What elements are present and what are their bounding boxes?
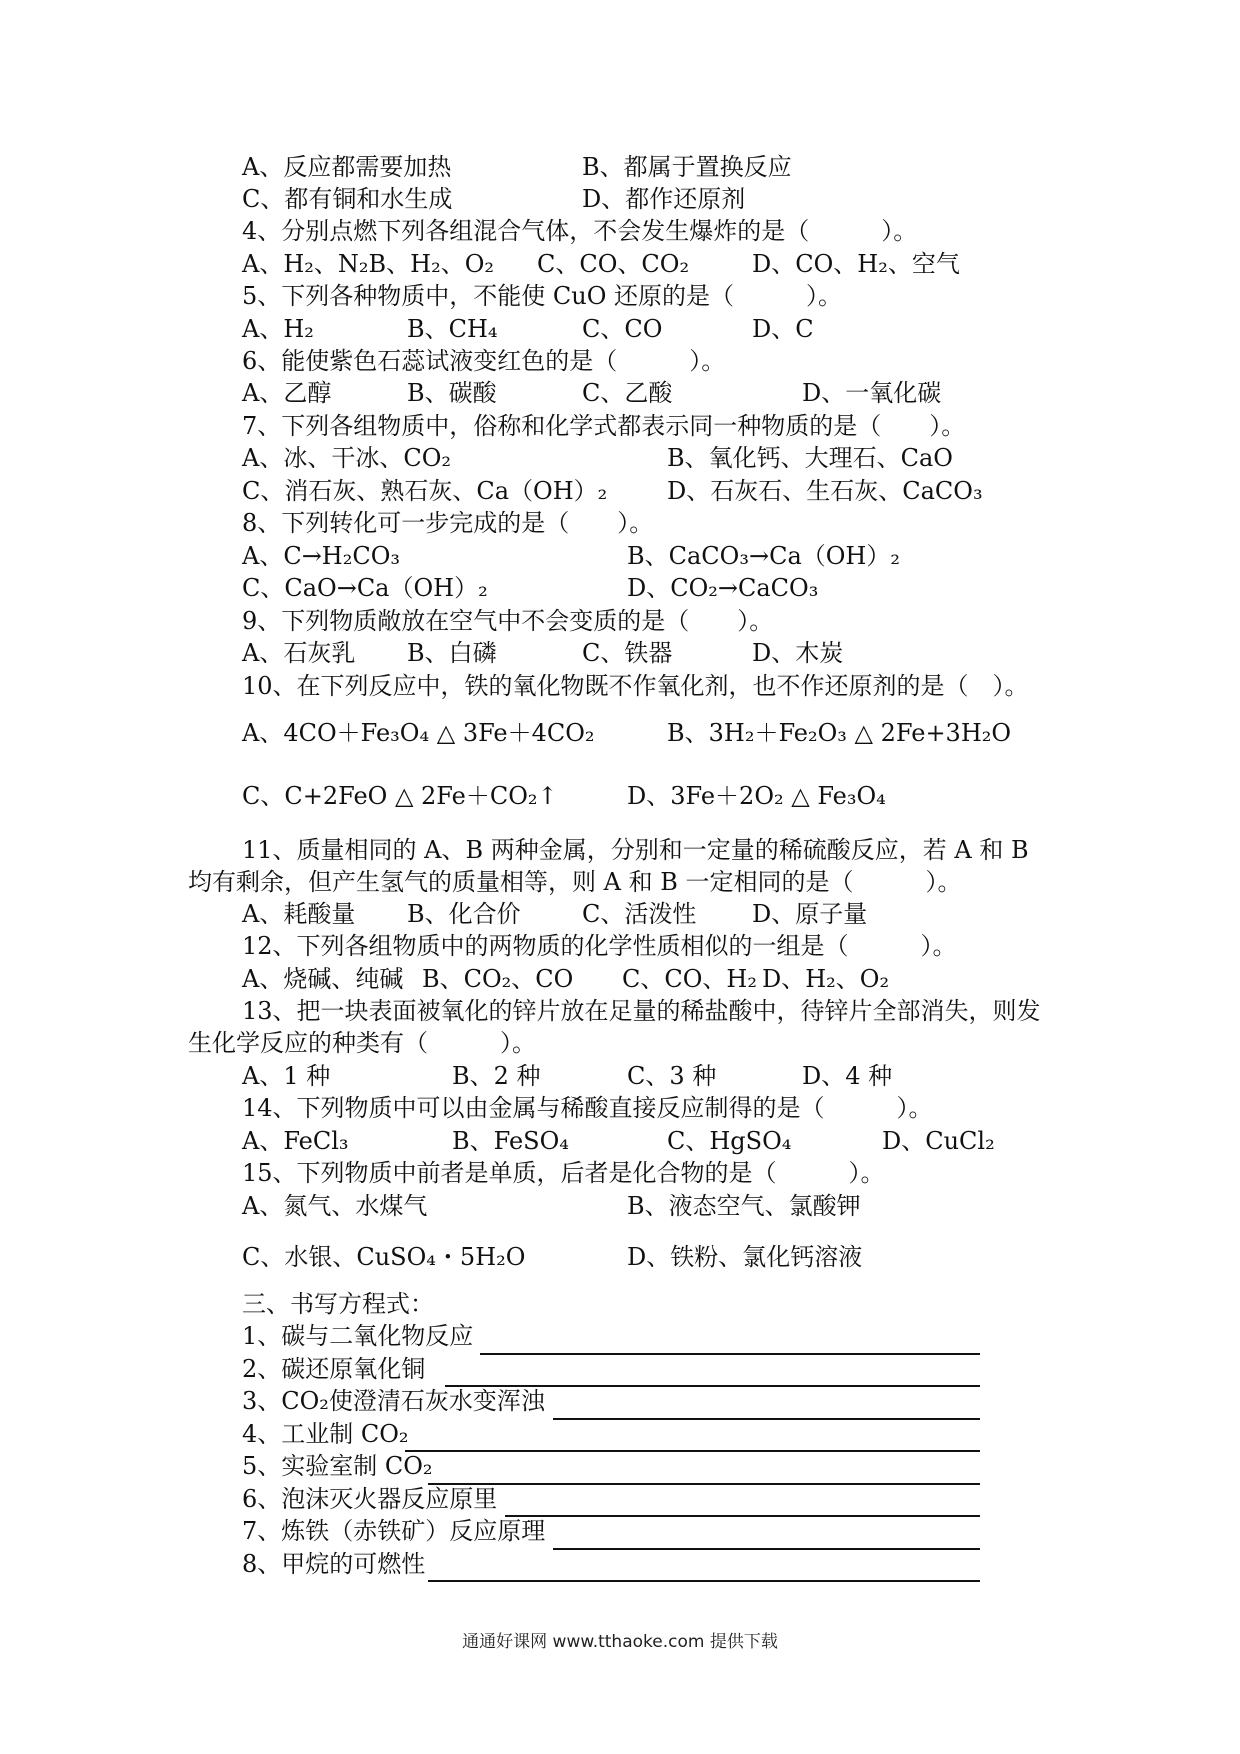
option-c: C、CaO→Ca（OH）₂: [242, 574, 488, 602]
question-15-text: 15、下列物质中前者是单质，后者是化合物的是（ ）。: [242, 1159, 885, 1187]
answer-blank-4[interactable]: [405, 1450, 980, 1452]
option-d: D、都作还原剂: [582, 185, 746, 213]
option-b: B、都属于置换反应: [582, 153, 792, 181]
answer-blank-8[interactable]: [428, 1580, 980, 1582]
equation-item-3: 3、CO₂使澄清石灰水变浑浊: [242, 1387, 545, 1415]
option-a: A、冰、干冰、CO₂: [242, 444, 451, 472]
question-11-text-line-1: 11、质量相同的 A、B 两种金属，分别和一定量的稀硫酸反应，若 A 和 B: [242, 836, 1029, 864]
option-a: A、4CO＋Fe₃O₄ △ 3Fe＋4CO₂: [242, 719, 595, 747]
question-4-text: 4、分别点燃下列各组混合气体，不会发生爆炸的是（ ）。: [242, 217, 918, 245]
option-b: B、FeSO₄: [452, 1127, 569, 1155]
option-a: A、石灰乳: [242, 639, 356, 667]
answer-blank-1[interactable]: [480, 1353, 980, 1355]
option-a: A、H₂: [242, 315, 314, 343]
question-6-text: 6、能使紫色石蕊试液变红色的是（ ）。: [242, 347, 726, 375]
answer-blank-7[interactable]: [553, 1548, 980, 1550]
option-c: C、HgSO₄: [667, 1127, 792, 1155]
option-c: C、CO: [582, 315, 663, 343]
option-c: C、水银、CuSO₄・5H₂O: [242, 1243, 526, 1271]
question-14-text: 14、下列物质中可以由金属与稀酸直接反应制得的是（ ）。: [242, 1094, 933, 1122]
option-d: D、H₂、O₂: [762, 965, 890, 993]
option-d: D、3Fe＋2O₂ △ Fe₃O₄: [627, 782, 886, 810]
option-c: C、C+2FeO △ 2Fe＋CO₂↑: [242, 782, 558, 810]
option-b: B、CH₄: [407, 315, 498, 343]
option-d: D、原子量: [752, 900, 868, 928]
option-b: B、白磷: [407, 639, 497, 667]
option-a: A、C→H₂CO₃: [242, 542, 401, 570]
option-b: B、氧化钙、大理石、CaO: [667, 444, 953, 472]
question-8-text: 8、下列转化可一步完成的是（ ）。: [242, 509, 654, 537]
download-footer: 通通好课网 www.tthaoke.com 提供下载: [462, 1632, 778, 1652]
option-a: A、耗酸量: [242, 900, 356, 928]
option-d: D、铁粉、氯化钙溶液: [627, 1243, 863, 1271]
question-9-text: 9、下列物质敞放在空气中不会变质的是（ ）。: [242, 607, 774, 635]
question-10-text: 10、在下列反应中，铁的氧化物既不作氧化剂，也不作还原剂的是（ ）。: [242, 672, 1029, 700]
option-c: C、活泼性: [582, 900, 697, 928]
option-a: A、氮气、水煤气: [242, 1192, 428, 1220]
option-d: D、CO₂→CaCO₃: [627, 574, 819, 602]
option-a: A、烧碱、纯碱: [242, 965, 404, 993]
option-c: C、铁器: [582, 639, 673, 667]
option-c: C、3 种: [627, 1062, 717, 1090]
question-11-text-line-2: 均有剩余，但产生氢气的质量相等，则 A 和 B 一定相同的是（ ）。: [188, 868, 962, 896]
equation-item-8: 8、甲烷的可燃性: [242, 1550, 426, 1578]
option-a: A、反应都需要加热: [242, 153, 452, 181]
equation-item-1: 1、碳与二氧化物反应: [242, 1322, 474, 1350]
option-d: D、一氧化碳: [802, 379, 942, 407]
option-b: B、液态空气、氯酸钾: [627, 1192, 861, 1220]
option-d: D、木炭: [752, 639, 844, 667]
option-a: A、乙醇: [242, 379, 332, 407]
option-d: D、CuCl₂: [882, 1127, 995, 1155]
answer-blank-6[interactable]: [505, 1515, 980, 1517]
answer-blank-5[interactable]: [428, 1483, 980, 1485]
option-b: B、碳酸: [407, 379, 497, 407]
option-b: B、CaCO₃→Ca（OH）₂: [627, 542, 900, 570]
option-c: C、乙酸: [582, 379, 673, 407]
option-c: C、CO、H₂: [622, 965, 757, 993]
equation-item-4: 4、工业制 CO₂: [242, 1420, 409, 1448]
option-a: A、H₂、N₂B、H₂、O₂: [242, 250, 494, 278]
option-b: B、2 种: [452, 1062, 541, 1090]
question-12-text: 12、下列各组物质中的两物质的化学性质相似的一组是（ ）。: [242, 932, 957, 960]
option-c: C、都有铜和水生成: [242, 185, 453, 213]
option-b: B、CO₂、CO: [422, 965, 574, 993]
question-7-text: 7、下列各组物质中，俗称和化学式都表示同一种物质的是（ ）。: [242, 412, 966, 440]
option-b: B、3H₂＋Fe₂O₃ △ 2Fe+3H₂O: [667, 719, 1012, 747]
option-c: C、消石灰、熟石灰、Ca（OH）₂: [242, 477, 608, 505]
option-b: B、化合价: [407, 900, 521, 928]
option-a: A、1 种: [242, 1062, 331, 1090]
equation-item-5: 5、实验室制 CO₂: [242, 1452, 433, 1480]
option-d: D、4 种: [802, 1062, 893, 1090]
equation-item-2: 2、碳还原氧化铜: [242, 1355, 426, 1383]
option-d: D、C: [752, 315, 814, 343]
option-a: A、FeCl₃: [242, 1127, 349, 1155]
option-d: D、CO、H₂、空气: [752, 250, 960, 278]
question-13-text-line-1: 13、把一块表面被氧化的锌片放在足量的稀盐酸中，待锌片全部消失，则发: [242, 997, 1041, 1025]
option-d: D、石灰石、生石灰、CaCO₃: [667, 477, 983, 505]
section-3-title: 三、书写方程式：: [242, 1290, 434, 1318]
question-5-text: 5、下列各种物质中，不能使 CuO 还原的是（ ）。: [242, 282, 843, 310]
answer-blank-3[interactable]: [553, 1418, 980, 1420]
equation-item-7: 7、炼铁（赤铁矿）反应原理: [242, 1517, 546, 1545]
equation-item-6: 6、泡沫灭火器反应原里: [242, 1485, 498, 1513]
question-13-text-line-2: 生化学反应的种类有（ ）。: [188, 1029, 536, 1057]
option-c: C、CO、CO₂: [537, 250, 690, 278]
